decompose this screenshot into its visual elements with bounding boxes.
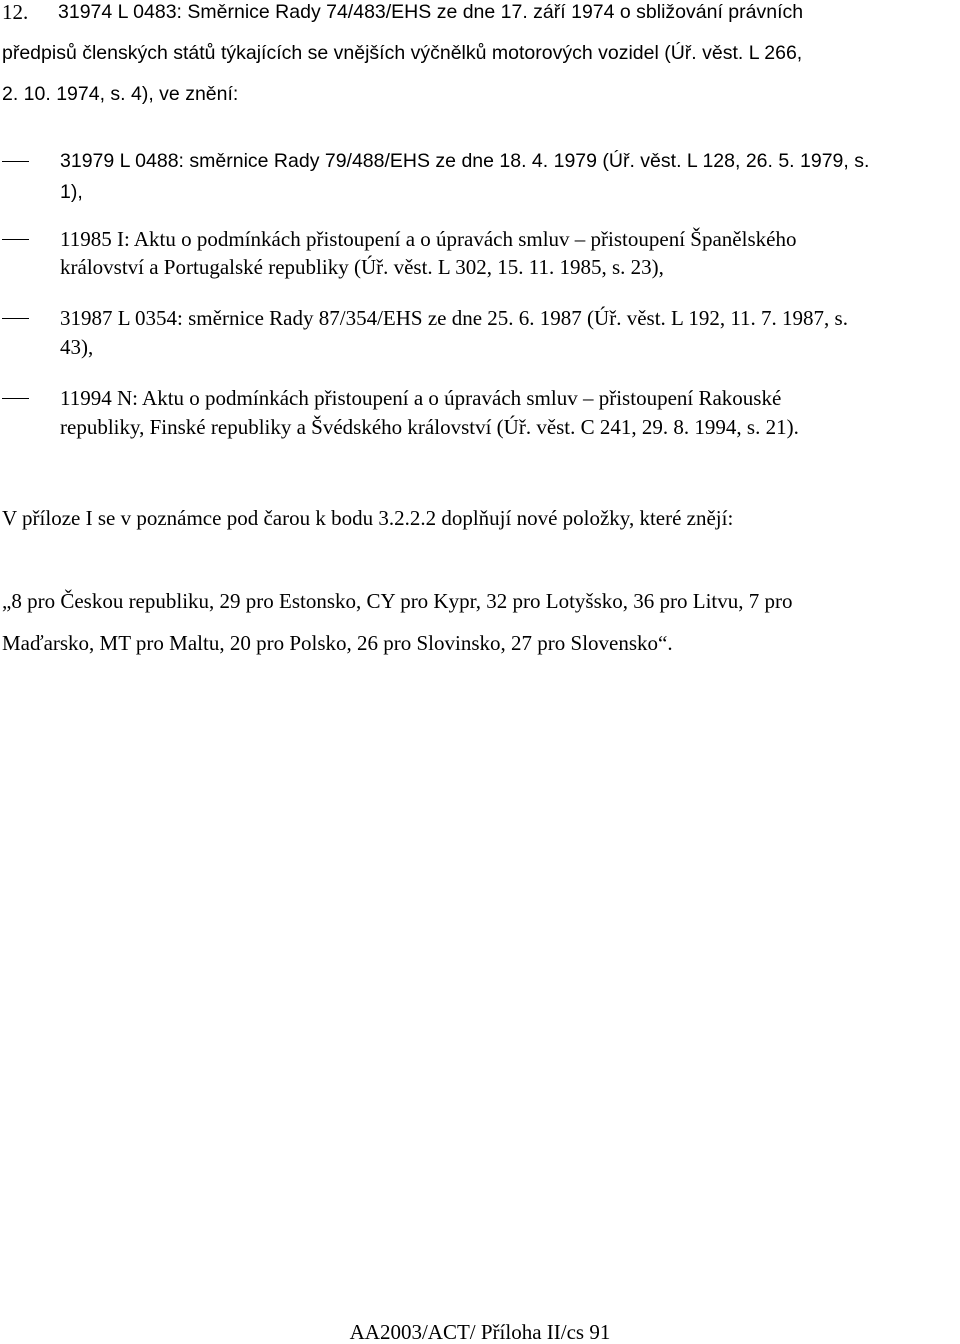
amendment-line-1: 31987 L 0354: směrnice Rady 87/354/EHS ze dne 25. 6. 1987 (Úř. věst. L 192, 11. 7. 1987, s.	[60, 306, 848, 330]
item-number: 12.	[2, 0, 29, 24]
quote-line-2: Maďarsko, MT pro Maltu, 20 pro Polsko, 26 pro Slovinsko, 27 pro Slovensko“.	[2, 631, 673, 655]
item-12	[0, 0, 960, 105]
dash-marker	[2, 239, 29, 240]
amendment-line-2: království a Portugalské republiky (Úř. věst. L 302, 15. 11. 1985, s. 23),	[60, 255, 664, 279]
amendment-line-2: republiky, Finské republiky a Švédského království (Úř. věst. C 241, 29. 8. 1994, s. 21).	[60, 415, 799, 439]
page-footer: AA2003/ACT/ Příloha II/cs 91	[349, 1320, 611, 1344]
item-heading-line-1: 31974 L 0483: Směrnice Rady 74/483/EHS ze dne 17. září 1974 o sbližování právních	[58, 1, 804, 23]
item-heading-line-3: 2. 10. 1974, s. 4), ve znění:	[2, 83, 239, 105]
amendment-line-1: 11985 I: Aktu o podmínkách přistoupení a o úpravách smluv – přistoupení Španělského	[60, 227, 797, 251]
item-heading-line-2: předpisů členských států týkajících se vnějších výčnělků motorových vozidel (Úř. věst. L 266,	[2, 42, 803, 64]
amendment-line-2: 43),	[60, 335, 94, 359]
dash-marker	[2, 161, 29, 162]
annex-note: V příloze I se v poznámce pod čarou k bodu 3.2.2.2 doplňují nové položky, které znějí:	[2, 506, 734, 530]
amendment-line-1: 31979 L 0488: směrnice Rady 79/488/EHS ze dne 18. 4. 1979 (Úř. věst. L 128, 26. 5. 1979, s.	[60, 150, 870, 172]
amendment-line-2: 1),	[60, 181, 83, 203]
quote-line-1: „8 pro Českou republiku, 29 pro Estonsko, CY pro Kypr, 32 pro Lotyšsko, 36 pro Litvu, 7 pro	[2, 589, 793, 613]
amendment-line-1: 11994 N: Aktu o podmínkách přistoupení a o úpravách smluv – přistoupení Rakouské	[60, 386, 782, 410]
dash-marker	[2, 318, 29, 319]
dash-marker	[2, 398, 29, 399]
